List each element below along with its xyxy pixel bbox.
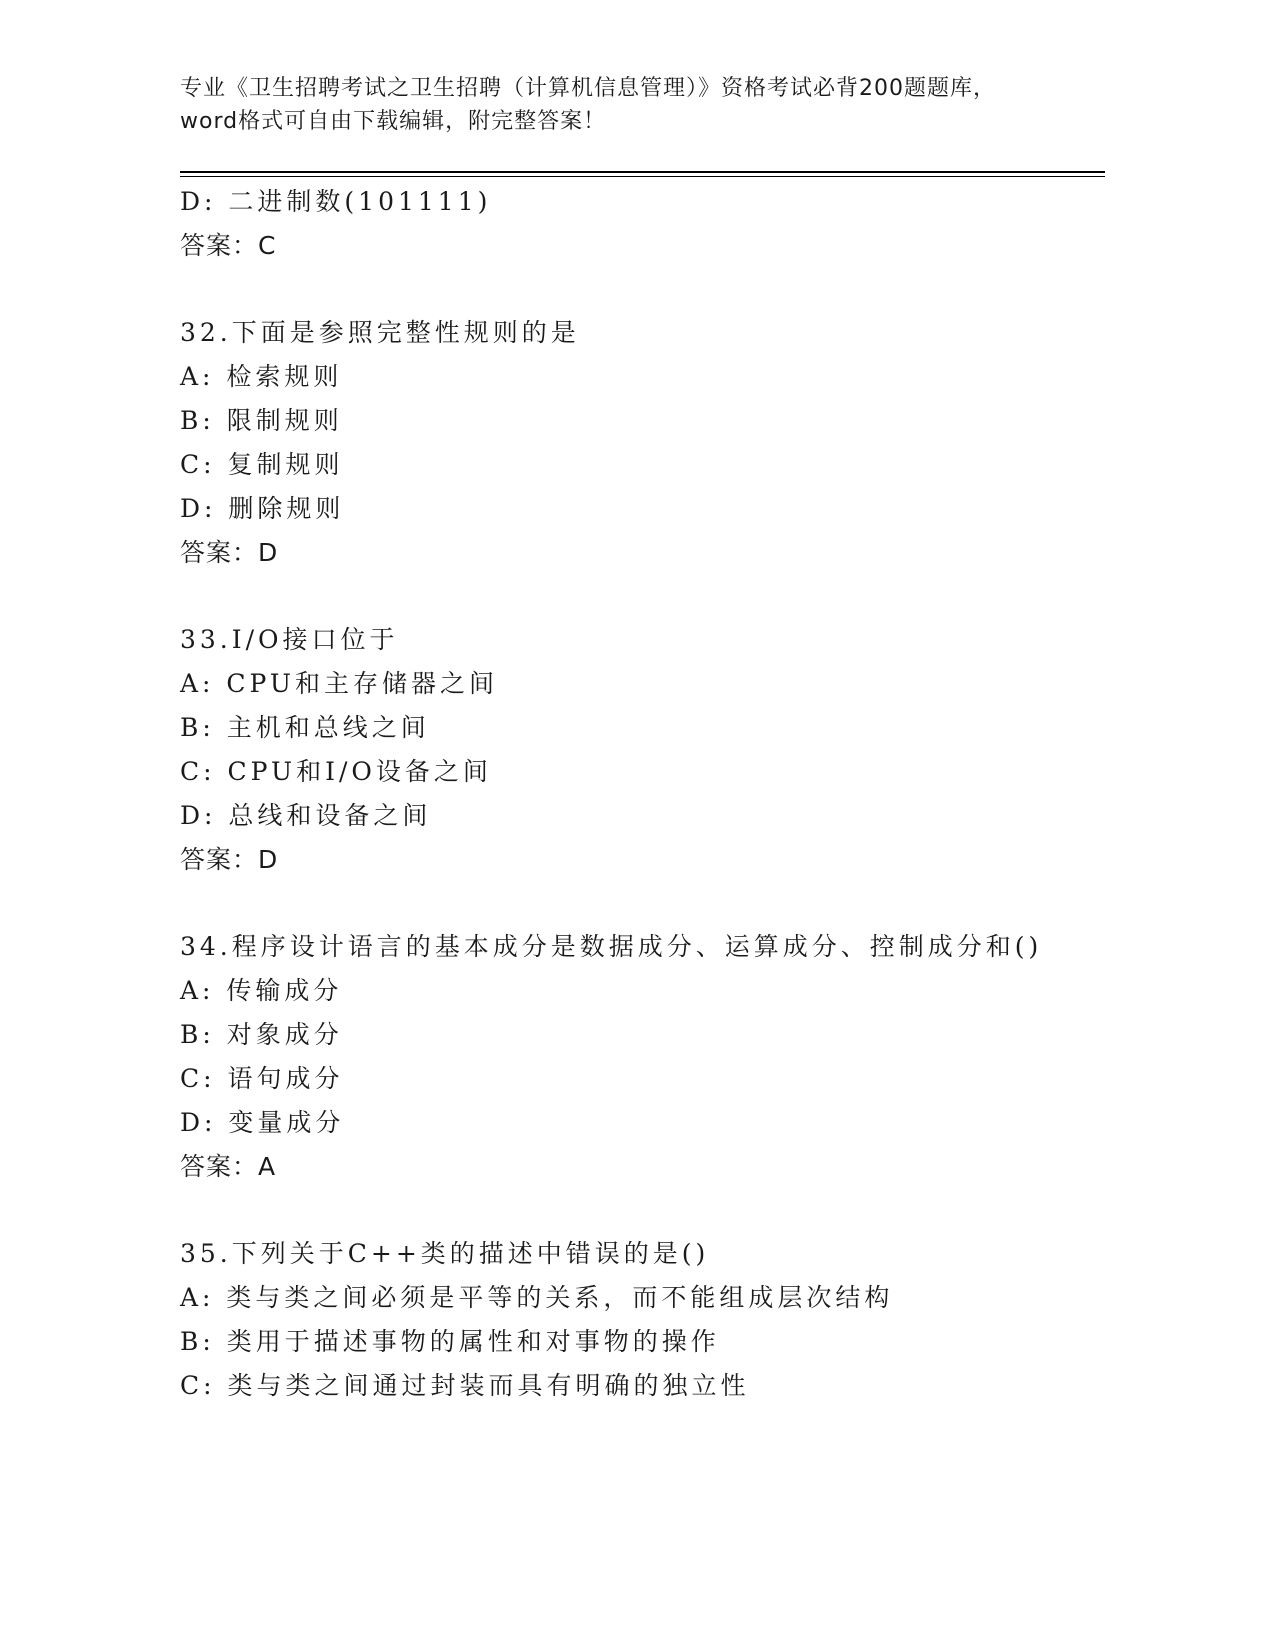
question-31-tail — [180, 180, 1120, 268]
header-divider-thin — [180, 176, 1105, 177]
header-line-2: word格式可自由下载编辑，附完整答案！ — [180, 109, 607, 134]
answer: 答案：D — [180, 845, 279, 874]
answer: 答案：A — [180, 1152, 277, 1181]
question-list — [180, 180, 1120, 1408]
option-d: D: 总线和设备之间 — [180, 801, 432, 830]
option-a: A: 检索规则 — [180, 362, 343, 391]
option-b: B: 类用于描述事物的属性和对事物的操作 — [180, 1327, 720, 1356]
option-a: A: CPU和主存储器之间 — [180, 669, 499, 698]
option-c: C: 类与类之间通过封装而具有明确的独立性 — [180, 1371, 750, 1400]
option-d: D: 删除规则 — [180, 494, 345, 523]
option-a: A: 类与类之间必须是平等的关系，而不能组成层次结构 — [180, 1283, 894, 1312]
question-33 — [180, 618, 1120, 882]
question-35 — [180, 1232, 1120, 1408]
option-a: A: 传输成分 — [180, 976, 343, 1005]
option-b: B: 限制规则 — [180, 406, 343, 435]
spacer — [180, 1189, 1120, 1232]
question-34 — [180, 925, 1120, 1189]
header-line-1: 专业《卫生招聘考试之卫生招聘（计算机信息管理）》资格考试必背200题题库， — [180, 76, 996, 101]
answer: 答案：C — [180, 231, 277, 260]
question-stem: 33.I/O接口位于 — [180, 625, 399, 654]
spacer — [180, 575, 1120, 618]
spacer — [180, 882, 1120, 925]
answer: 答案：D — [180, 538, 279, 567]
option-d: D: 变量成分 — [180, 1108, 345, 1137]
option-c: C: 复制规则 — [180, 450, 344, 479]
header-divider-thick — [180, 171, 1105, 173]
question-stem: 35.下列关于C++类的描述中错误的是() — [180, 1239, 710, 1268]
option-b: B: 对象成分 — [180, 1020, 343, 1049]
option-d: D: 二进制数(101111) — [180, 187, 492, 216]
question-stem: 34.程序设计语言的基本成分是数据成分、运算成分、控制成分和() — [180, 932, 1043, 961]
question-32 — [180, 311, 1120, 575]
option-c: C: CPU和I/O设备之间 — [180, 757, 492, 786]
option-b: B: 主机和总线之间 — [180, 713, 430, 742]
page-header — [180, 72, 1100, 138]
spacer — [180, 268, 1120, 311]
option-c: C: 语句成分 — [180, 1064, 344, 1093]
question-stem: 32.下面是参照完整性规则的是 — [180, 318, 580, 347]
